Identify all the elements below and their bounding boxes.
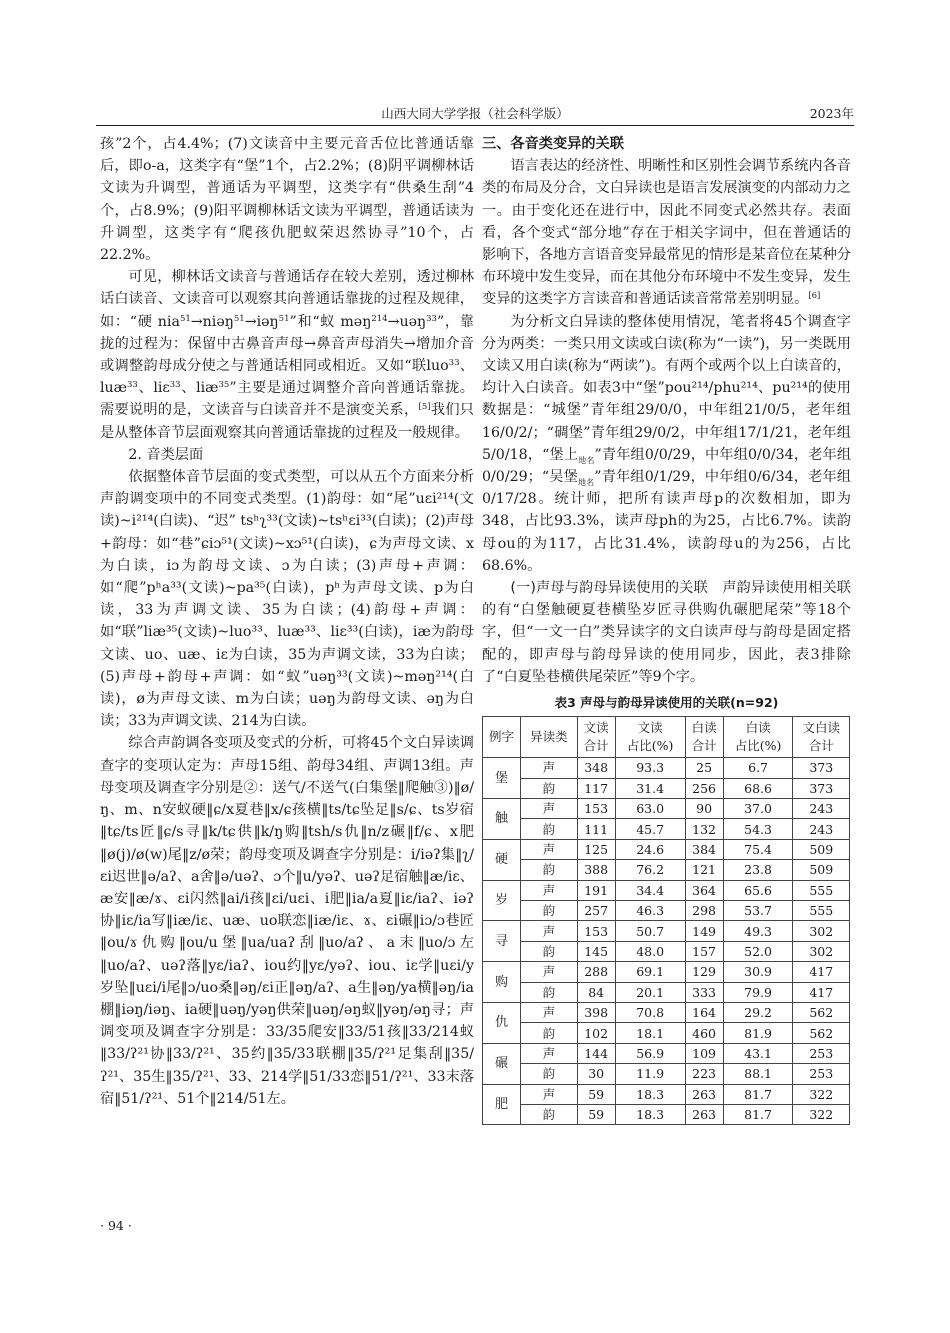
table-cell-type: 声 bbox=[521, 921, 577, 941]
table-cell-wdp: 31.4 bbox=[615, 778, 685, 798]
table-cell-char: 碾 bbox=[483, 1043, 521, 1084]
section-heading: 三、各音类变异的关联 bbox=[482, 136, 624, 152]
table-cell-wdp: 20.1 bbox=[615, 982, 685, 1002]
table-cell-wd: 117 bbox=[577, 778, 615, 798]
table-cell-type: 声 bbox=[521, 799, 577, 819]
table-row bbox=[483, 941, 850, 961]
table-header-cell: 例字 bbox=[483, 717, 521, 758]
table-cell-wd: 388 bbox=[577, 860, 615, 880]
table-cell-bdp: 68.6 bbox=[723, 778, 793, 798]
table-cell-total: 562 bbox=[793, 1023, 850, 1043]
table-row bbox=[483, 1084, 850, 1104]
table-cell-wd: 84 bbox=[577, 982, 615, 1002]
table-row bbox=[483, 819, 850, 839]
header-rule bbox=[96, 125, 854, 126]
table-header-cell: 白读 占比(%) bbox=[723, 717, 793, 758]
table-cell-type: 韵 bbox=[521, 819, 577, 839]
table-cell-bd: 460 bbox=[685, 1023, 723, 1043]
table-cell-wd: 59 bbox=[577, 1104, 615, 1124]
table-cell-wdp: 24.6 bbox=[615, 839, 685, 859]
table-cell-bd: 263 bbox=[685, 1084, 723, 1104]
paragraph-continued: 孩”2个，占4.4%；(7)文读音中主要元音舌位比普通话靠后，即o-a，这类字有“堡”1个，占2.2%；(8)阴平调柳林话文读为升调型，普通话为平调型，这类字有“供桑生刮”4个，占8.9%；(9)阳平调柳林话文读为平调型，普通话读为升调型，这类字有“爬孩仇肥蚁荣迟然协寻”10个，占22.2%。 bbox=[100, 136, 474, 264]
table-cell-wd: 30 bbox=[577, 1064, 615, 1084]
table-cell-char: 购 bbox=[483, 962, 521, 1003]
table-cell-total: 302 bbox=[793, 921, 850, 941]
table-cell-total: 373 bbox=[793, 778, 850, 798]
table-cell-type: 声 bbox=[521, 1084, 577, 1104]
table-cell-bdp: 54.3 bbox=[723, 819, 793, 839]
table-row bbox=[483, 839, 850, 859]
table-cell-wdp: 48.0 bbox=[615, 941, 685, 961]
table-cell-type: 韵 bbox=[521, 860, 577, 880]
table-cell-bd: 149 bbox=[685, 921, 723, 941]
page-number: · 94 · bbox=[100, 1218, 132, 1233]
table-header-cell: 文白读 合计 bbox=[793, 717, 850, 758]
table-cell-wdp: 34.4 bbox=[615, 880, 685, 900]
table-cell-type: 韵 bbox=[521, 778, 577, 798]
table-row bbox=[483, 1002, 850, 1022]
table-cell-bd: 109 bbox=[685, 1043, 723, 1063]
table-cell-bdp: 79.9 bbox=[723, 982, 793, 1002]
paragraph-method: 为分析文白异读的整体使用情况，笔者将45个调查字分为两类：一类只用文读或白读(称为“一读”)，另一类既用文读又用白读(称为“两读”)。有两个或两个以上白读音的，均计入白读音。如表3中“堡”pou²¹⁴/phu²¹⁴、pu²¹⁴的使用数据是：“城堡”青年组29/0/0，中年组21/0/5，老年组16/0/2/；“碉堡”青年组29/0/2，中年组17/1/21，老年组5/0/18，“堡上$_{地名}$”青年组0/0/29，中年组0/0/34，老年组0/0/29；“吴堡$_{地名}$”青年组0/1/29，中年组0/6/34，老年组0/17/28。统计师，把所有读声母p的次数相加，即为348，占比93.3%，读声母ph的为25，占比6.7%。读韵母ou的为117，占比31.4%，读韵母u的为256，占比68.6%。 bbox=[482, 313, 852, 574]
table-cell-total: 417 bbox=[793, 962, 850, 982]
citation-ref: [6] bbox=[808, 291, 821, 302]
table-cell-total: 253 bbox=[793, 1064, 850, 1084]
table-cell-wd: 348 bbox=[577, 758, 615, 778]
table-cell-bd: 223 bbox=[685, 1064, 723, 1084]
table-cell-wdp: 11.9 bbox=[615, 1064, 685, 1084]
table-cell-type: 声 bbox=[521, 880, 577, 900]
table-row bbox=[483, 901, 850, 921]
table-cell-wdp: 18.3 bbox=[615, 1104, 685, 1124]
right-column bbox=[482, 133, 851, 1125]
table-cell-type: 韵 bbox=[521, 1104, 577, 1124]
table-cell-wdp: 45.7 bbox=[615, 819, 685, 839]
table-cell-wdp: 93.3 bbox=[615, 758, 685, 778]
table-row bbox=[483, 880, 850, 900]
running-header bbox=[96, 104, 854, 124]
table-cell-bdp: 52.0 bbox=[723, 941, 793, 961]
table-cell-type: 声 bbox=[521, 758, 577, 778]
table-header-row bbox=[483, 717, 850, 758]
table-cell-total: 555 bbox=[793, 901, 850, 921]
table-row bbox=[483, 799, 850, 819]
citation-ref: [5] bbox=[418, 402, 431, 413]
table-cell-bd: 157 bbox=[685, 941, 723, 961]
table-cell-total: 253 bbox=[793, 1043, 850, 1063]
table-cell-bd: 129 bbox=[685, 962, 723, 982]
paragraph-association: (一)声母与韵母异读使用的关联 声韵异读使用相关联的有“白堡触硬夏巷横坠岁匠寻供购仇碾肥尾荣”等18个字，但“一文一白”类异读字的文白读声母与韵母是固定搭配的，即声母与韵母异读的使用同步，因此，表3排除了“白夏坠巷横供尾荣匠”等9个字。 bbox=[482, 580, 851, 685]
table-cell-wd: 145 bbox=[577, 941, 615, 961]
table-row bbox=[483, 982, 850, 1002]
table-cell-char: 岁 bbox=[483, 880, 521, 921]
table-cell-bdp: 49.3 bbox=[723, 921, 793, 941]
table-cell-type: 声 bbox=[521, 1002, 577, 1022]
table-cell-wd: 288 bbox=[577, 962, 615, 982]
table-header-cell: 文读 占比(%) bbox=[615, 717, 685, 758]
table-cell-type: 韵 bbox=[521, 1023, 577, 1043]
table-cell-bd: 298 bbox=[685, 901, 723, 921]
table-cell-bdp: 88.1 bbox=[723, 1064, 793, 1084]
table-cell-bdp: 53.7 bbox=[723, 901, 793, 921]
table-cell-wd: 111 bbox=[577, 819, 615, 839]
table-cell-bdp: 6.7 bbox=[723, 758, 793, 778]
paragraph-variant-types: 依据整体音节层面的变式类型，可以从五个方面来分析声韵调变项中的不同变式类型。(1)韵母：如“尾”uɛi²¹⁴(文读)~i²¹⁴(白读)、“迟” tsʰʅ³³(文读)~tsʰɛi³³(白读)；(2)声母+韵母：如“巷”ɕiɔ⁵¹(文读)~xɔ⁵¹(白读)，ɕ为声母文读、x为白读，iɔ为韵母文读、ɔ为白读；(3)声母+声调：如“爬”pʰa³³(文读)~pa³⁵(白读)，pʰ为声母文读、p为白读，33为声调文读、35为白读；(4)韵母+声调：如“联”liæ³⁵(文读)~luo³³、luæ³³、liɛ³³(白读)，iæ为韵母文读、uo、uæ、iɛ为白读，35为声调文读，33为白读；(5)声母+韵母+声调：如“蚁”uəŋ³³(文读)~məŋ²¹⁴(白读)，ø为声母文读、m为白读；uəŋ为韵母文读、əŋ为白读；33为声调文读、214为白读。 bbox=[100, 469, 474, 730]
table-cell-bd: 364 bbox=[685, 880, 723, 900]
table-cell-bdp: 43.1 bbox=[723, 1043, 793, 1063]
journal-year: 2023年 bbox=[809, 106, 854, 121]
table-cell-wd: 102 bbox=[577, 1023, 615, 1043]
table-cell-bd: 256 bbox=[685, 778, 723, 798]
table-cell-wd: 398 bbox=[577, 1002, 615, 1022]
table-cell-wd: 153 bbox=[577, 799, 615, 819]
table-cell-wdp: 76.2 bbox=[615, 860, 685, 880]
table-header-cell: 异读类 bbox=[521, 717, 577, 758]
table-cell-bdp: 81.7 bbox=[723, 1084, 793, 1104]
table-cell-bd: 132 bbox=[685, 819, 723, 839]
table-cell-bdp: 23.8 bbox=[723, 860, 793, 880]
table-cell-type: 韵 bbox=[521, 1064, 577, 1084]
subsection-heading: (一)声母与韵母异读使用的关联 bbox=[510, 580, 708, 597]
table-cell-bdp: 65.6 bbox=[723, 880, 793, 900]
table-row bbox=[483, 860, 850, 880]
table-caption: 表3 声母与韵母异读使用的关联(n=92) bbox=[554, 695, 779, 711]
table-cell-bd: 25 bbox=[685, 758, 723, 778]
table-cell-bd: 90 bbox=[685, 799, 723, 819]
table-cell-char: 肥 bbox=[483, 1084, 521, 1125]
table-cell-wdp: 63.0 bbox=[615, 799, 685, 819]
table-cell-type: 声 bbox=[521, 1043, 577, 1063]
table-cell-wdp: 50.7 bbox=[615, 921, 685, 941]
table-row bbox=[483, 1023, 850, 1043]
table-cell-bd: 164 bbox=[685, 1002, 723, 1022]
table-cell-wdp: 46.3 bbox=[615, 901, 685, 921]
paragraph-variant-list: 综合声韵调各变项及变式的分析，可将45个文白异读调查字的变项认定为：声母15组、韵母34组、声调13组。声母变项及调查字分别是②：送气/不送气(白集堡‖爬触③)‖ø/ŋ、m、n安蚁硬‖ɕ/x夏巷‖x/ɕ孩横‖ts/tɕ坠足‖s/ɕ、ts岁宿‖tɕ/ts匠‖ɕ/s寻‖k/tɕ供‖k/ŋ购‖tsh/s仇‖n/z碾‖f/ɕ、x肥‖ø(j)/ø(w)尾‖z/ø荣；韵母变项及调查字分别是：i/iəʔ集‖ʅ/ɛi迟世‖ə/aʔ、a舍‖ə/uəʔ、ɔ个‖u/yəʔ、uəʔ足宿触‖æ/iɛ、æ安‖æ/ɤ、ɛi闪然‖ai/i孩‖ɛi/uɛi、i肥‖ia/a夏‖iɛ/iaʔ、iəʔ协‖iɛ/ia写‖iæ/iɛ、uæ、uo联恋‖iæ/iɛ、ɤ、ɛi碾‖iɔ/ɔ巷匠‖ou/ɤ仇购‖ou/u堡‖ua/uaʔ刮‖uo/aʔ、a末‖uo/ɔ左‖uo/aʔ、uəʔ落‖yɛ/iaʔ、iou约‖yɛ/yəʔ、iou、iɛ学‖uɛi/y岁坠‖uɛi/i尾‖ɔ/uo桑‖əŋ/ɛi正‖əŋ/aʔ、a生‖əŋ/ya横‖əŋ/ia棚‖iəŋ/iəŋ、ia硬‖uəŋ/yəŋ供荣‖uəŋ/əŋ蚁‖yəŋ/əŋ寻；声调变项及调查字分别是：33/35爬安‖33/51孩‖33/214蚁‖33/ʔ²¹协‖33/ʔ²¹、35约‖35/33联棚‖35/ʔ²¹足集刮‖35/ʔ²¹、35生‖35/ʔ²¹、33、214学‖51/33恋‖51/ʔ²¹、33末落宿‖51/ʔ²¹、51个‖214/51左。 bbox=[100, 735, 474, 1107]
left-column bbox=[100, 133, 474, 1110]
table-cell-total: 509 bbox=[793, 860, 850, 880]
table-cell-bdp: 29.2 bbox=[723, 1002, 793, 1022]
table-cell-bdp: 37.0 bbox=[723, 799, 793, 819]
table-cell-total: 562 bbox=[793, 1002, 850, 1022]
table-cell-type: 声 bbox=[521, 962, 577, 982]
table-cell-wdp: 18.1 bbox=[615, 1023, 685, 1043]
table-row bbox=[483, 1064, 850, 1084]
table-cell-total: 417 bbox=[793, 982, 850, 1002]
table-cell-total: 243 bbox=[793, 799, 850, 819]
paragraph-intro: 语言表达的经济性、明晰性和区别性会调节系统内各音类的布局及分合，文白异读也是语言发展演变的内部动力之一。由于变化还在进行中，因此不同变式必然共存。表面看，各个变式“部分地”存在于相关字词中，但在普通话的影响下，各地方言语音变异最常见的情形是某音位在某种分布环境中发生变异，而在其他分布环境中不发生变异，发生变异的这类字方言读音和普通话读音常常差别明显。[6] bbox=[482, 158, 851, 308]
table-cell-wd: 125 bbox=[577, 839, 615, 859]
table-cell-total: 555 bbox=[793, 880, 850, 900]
table-cell-wd: 153 bbox=[577, 921, 615, 941]
table-cell-bdp: 30.9 bbox=[723, 962, 793, 982]
table-cell-total: 322 bbox=[793, 1084, 850, 1104]
paragraph-convergence: 可见，柳林话文读音与普通话存在较大差别，透过柳林话白读音、文读音可以观察其向普通话靠拢的过程及规律，如：“硬 nia$^{51}$→niəŋ$^{51}$→iəŋ$^{51}$”和“蚁 məŋ$^{214}$→uəŋ$^{33}$”，靠拢的过程为：保留中古鼻音声母→鼻音声母消失→增加介音或调整韵母成分使之与普通话相同或相近。又如“联luo$^{33}$、luæ$^{33}$、liɛ$^{33}$、liæ$^{35}$”主要是通过调整介音向普通话靠拢。需要说明的是，文读音与白读音并不是演变关系，[5]我们只是从整体音节层面观察其向普通话靠拢的过程及一般规律。 bbox=[100, 269, 474, 441]
table-cell-bd: 121 bbox=[685, 860, 723, 880]
table-cell-wdp: 18.3 bbox=[615, 1084, 685, 1104]
table-cell-total: 509 bbox=[793, 839, 850, 859]
table-cell-bd: 384 bbox=[685, 839, 723, 859]
table-row bbox=[483, 758, 850, 778]
table-row bbox=[483, 778, 850, 798]
table-cell-wd: 191 bbox=[577, 880, 615, 900]
table-cell-bdp: 81.9 bbox=[723, 1023, 793, 1043]
table-cell-total: 373 bbox=[793, 758, 850, 778]
table-cell-wd: 59 bbox=[577, 1084, 615, 1104]
table-cell-wdp: 56.9 bbox=[615, 1043, 685, 1063]
table-cell-type: 韵 bbox=[521, 941, 577, 961]
table-cell-bd: 333 bbox=[685, 982, 723, 1002]
table-row bbox=[483, 921, 850, 941]
table-cell-char: 硬 bbox=[483, 839, 521, 880]
table-cell-total: 302 bbox=[793, 941, 850, 961]
table-cell-bdp: 81.7 bbox=[723, 1104, 793, 1124]
table-cell-char: 仇 bbox=[483, 1002, 521, 1043]
table-header-cell: 文读 合计 bbox=[577, 717, 615, 758]
table-cell-bdp: 75.4 bbox=[723, 839, 793, 859]
table-cell-type: 声 bbox=[521, 839, 577, 859]
table-cell-char: 堡 bbox=[483, 758, 521, 799]
data-table bbox=[482, 716, 850, 1125]
table-cell-wdp: 70.8 bbox=[615, 1002, 685, 1022]
table-row bbox=[483, 962, 850, 982]
table-cell-char: 触 bbox=[483, 799, 521, 840]
table-cell-bd: 263 bbox=[685, 1104, 723, 1124]
table-cell-wd: 144 bbox=[577, 1043, 615, 1063]
table-header-cell: 白读 合计 bbox=[685, 717, 723, 758]
table-body bbox=[483, 758, 850, 1125]
table-cell-wd: 257 bbox=[577, 901, 615, 921]
table-row bbox=[483, 1104, 850, 1124]
table-cell-wdp: 69.1 bbox=[615, 962, 685, 982]
subsection-heading: 2. 音类层面 bbox=[128, 446, 204, 463]
table-cell-char: 寻 bbox=[483, 921, 521, 962]
journal-title: 山西大同大学学报（社会科学版） bbox=[381, 106, 569, 121]
table-cell-type: 韵 bbox=[521, 901, 577, 921]
table-cell-type: 韵 bbox=[521, 982, 577, 1002]
table-cell-total: 322 bbox=[793, 1104, 850, 1124]
table-cell-total: 243 bbox=[793, 819, 850, 839]
table-row bbox=[483, 1043, 850, 1063]
